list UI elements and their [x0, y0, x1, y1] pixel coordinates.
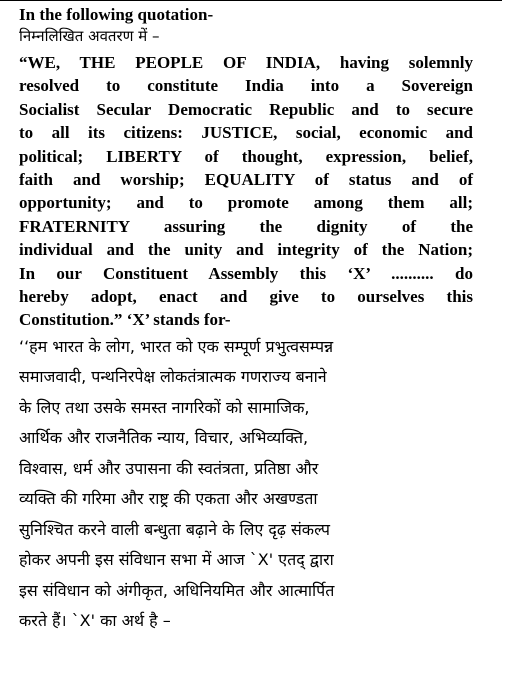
quote-en-line: political; LIBERTY of thought, expression, belief,	[19, 146, 473, 166]
quote-hi-line: व्यक्ति की गरिमा और राष्ट्र की एकता और अखण्डता	[19, 489, 318, 509]
question-block	[19, 4, 473, 637]
question-intro-english: In the following quotation-	[19, 5, 214, 24]
preamble-quote-english	[19, 51, 473, 332]
quote-hi-line: विश्वास, धर्म और उपासना की स्वतंत्रता, प्रतिष्ठा और	[19, 458, 319, 478]
quote-hi-line: इस संविधान को अंगीकृत, अधिनियमित और आत्मार्पित	[19, 580, 335, 600]
quote-en-line: Constitution.” ‘X’ stands for-	[19, 310, 231, 330]
quote-en-line: “WE, THE PEOPLE OF INDIA, having solemnly	[19, 53, 473, 72]
quote-en-line: to all its citizens: JUSTICE, social, economic and	[19, 123, 473, 143]
preamble-quote-hindi	[19, 332, 473, 637]
quote-hi-line: के लिए तथा उसके समस्त नागरिकों को सामाजिक,	[19, 397, 310, 417]
quote-en-line: Socialist Secular Democratic Republic and to secure	[19, 99, 473, 119]
quote-en-line: opportunity; and to promote among them all;	[19, 193, 473, 213]
quote-en-line: In our Constituent Assembly this ‘X’ .......... do	[19, 263, 473, 283]
quote-hi-line: आर्थिक और राजनैतिक न्याय, विचार, अभिव्यक्ति,	[19, 428, 309, 448]
quote-hi-line: सुनिश्चित करने वाली बन्धुता बढ़ाने के लिए दृढ़ संकल्प	[19, 519, 331, 539]
quote-hi-line: ‘‘हम भारत के लोग, भारत को एक सम्पूर्ण प्रभुत्वसम्पन्न	[19, 336, 334, 356]
quote-hi-line: समाजवादी, पन्थनिरपेक्ष लोकतंत्रात्मक गणराज्य बनाने	[19, 367, 327, 387]
quote-en-line: hereby adopt, enact and give to ourselves this	[19, 287, 473, 307]
question-intro-hindi: निम्नलिखित अवतरण में –	[19, 27, 160, 45]
quote-hi-line: होकर अपनी इस संविधान सभा में आज `X' एतद् द्वारा	[19, 550, 334, 570]
quote-en-line: individual and the unity and integrity of the Nation;	[19, 240, 473, 260]
top-rule	[0, 0, 502, 1]
quote-en-line: faith and worship; EQUALITY of status and of	[19, 170, 473, 190]
quote-en-line: resolved to constitute India into a Sovereign	[19, 76, 473, 96]
quote-hi-line: करते हैं। `X' का अर्थ है –	[19, 611, 171, 631]
quote-en-line: FRATERNITY assuring the dignity of the	[19, 216, 473, 236]
